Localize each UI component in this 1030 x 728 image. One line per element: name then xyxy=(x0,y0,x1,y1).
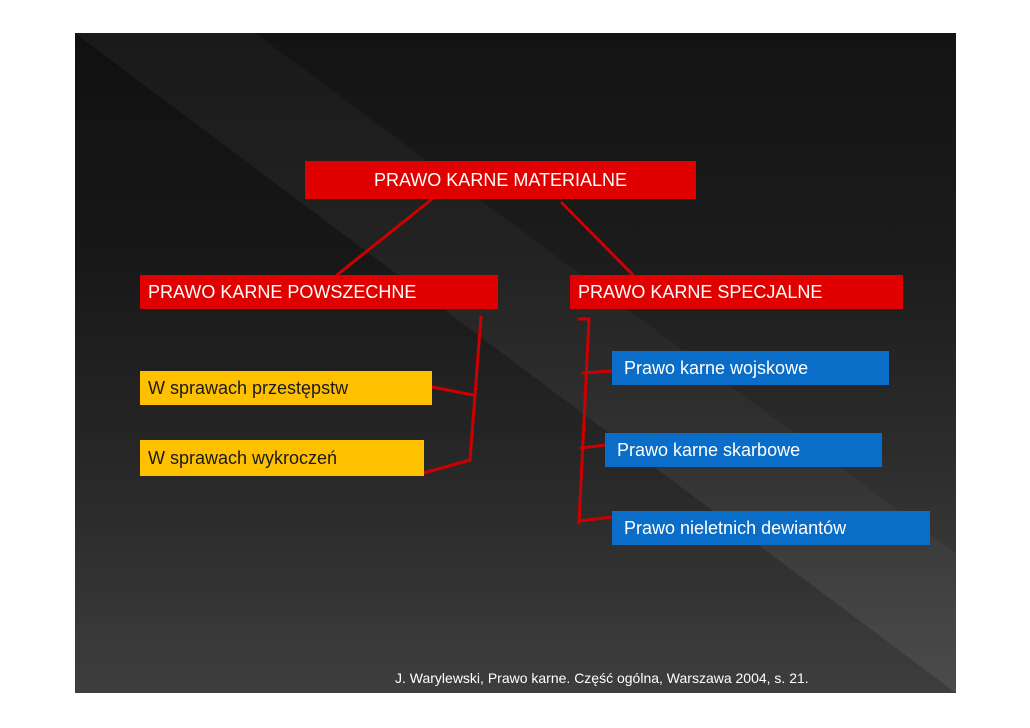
connector-special-trunk xyxy=(579,319,589,523)
node-offences: W sprawach wykroczeń xyxy=(140,440,424,476)
connector-crimes xyxy=(432,387,473,395)
node-fiscal-law: Prawo karne skarbowe xyxy=(605,433,882,467)
connector-offences xyxy=(424,460,470,473)
connector-fiscal xyxy=(581,445,605,448)
node-juvenile-law: Prawo nieletnich dewiantów xyxy=(612,511,930,545)
citation: J. Warylewski, Prawo karne. Część ogólna, Warszawa 2004, s. 21. xyxy=(395,670,809,686)
node-root: PRAWO KARNE MATERIALNE xyxy=(305,161,696,199)
connector-general-trunk xyxy=(470,317,481,460)
connector-military xyxy=(583,371,612,373)
connector-root-general xyxy=(337,199,432,275)
node-military-law: Prawo karne wojskowe xyxy=(612,351,889,385)
node-general-criminal-law: PRAWO KARNE POWSZECHNE xyxy=(140,275,498,309)
node-special-criminal-law: PRAWO KARNE SPECJALNE xyxy=(570,275,903,309)
connector-juvenile xyxy=(579,517,612,521)
slide xyxy=(75,33,956,693)
connector-root-special xyxy=(562,203,633,275)
node-crimes: W sprawach przestępstw xyxy=(140,371,432,405)
